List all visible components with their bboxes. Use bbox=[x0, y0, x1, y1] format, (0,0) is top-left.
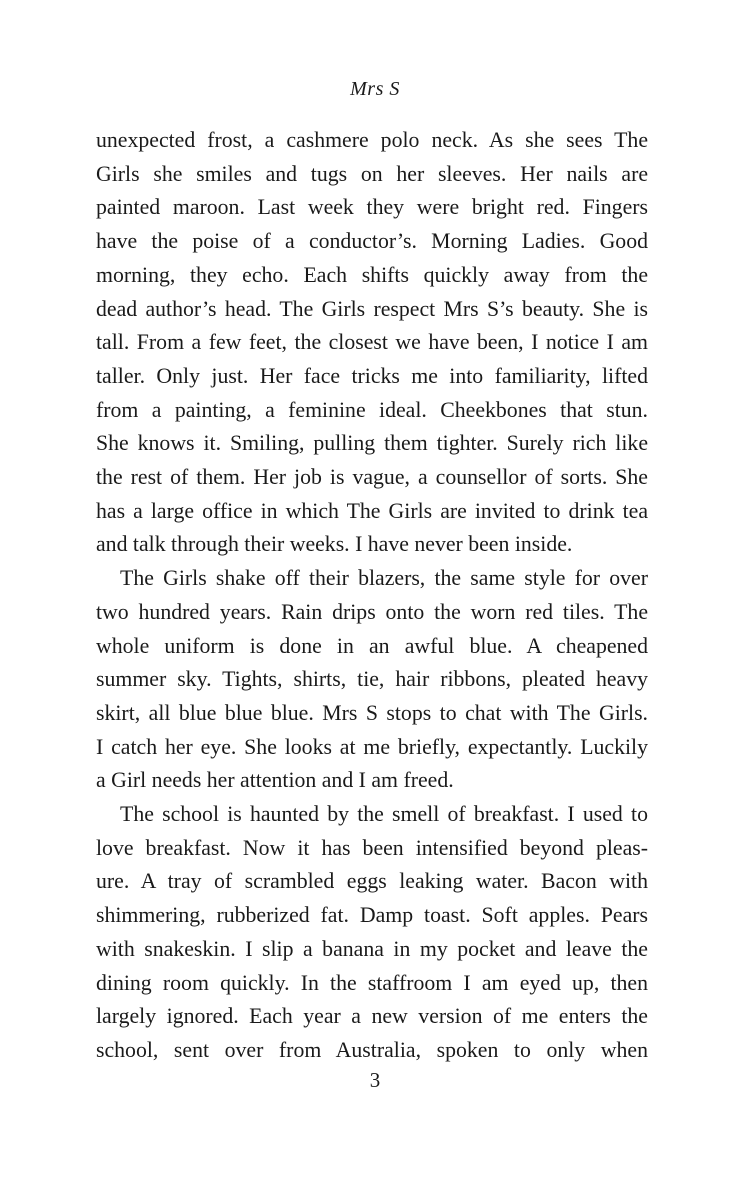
text-line: tall. From a few feet, the closest we have been, I notice I am bbox=[96, 330, 648, 355]
paragraph bbox=[96, 798, 648, 1068]
text-line: summer sky. Tights, shirts, tie, hair ribbons, pleated heavy bbox=[96, 667, 648, 692]
text-line: school, sent over from Australia, spoken to only when bbox=[96, 1037, 648, 1062]
text-line: unexpected frost, a cashmere polo neck. As she sees The bbox=[96, 128, 648, 152]
text-line: ure. A tray of scrambled eggs leaking water. Bacon with bbox=[96, 869, 648, 894]
text-line: She knows it. Smiling, pulling them tighter. Surely rich like bbox=[96, 431, 648, 456]
running-head: Mrs S bbox=[350, 78, 400, 100]
text-line: shimmering, rubberized fat. Damp toast. Soft apples. Pears bbox=[96, 903, 648, 928]
text-line: the rest of them. Her job is vague, a counsellor of sorts. She bbox=[96, 465, 648, 490]
paragraph bbox=[96, 124, 648, 562]
text-line: The Girls shake off their blazers, the same style for over bbox=[120, 566, 648, 591]
text-line: and talk through their weeks. I have never been inside. bbox=[96, 532, 573, 557]
page-number: 3 bbox=[369, 1068, 381, 1092]
text-line: taller. Only just. Her face tricks me into familiarity, lifted bbox=[96, 363, 648, 388]
text-line: love breakfast. Now it has been intensified beyond pleas- bbox=[96, 835, 648, 860]
text-line: painted maroon. Last week they were bright red. Fingers bbox=[96, 195, 648, 220]
paragraph bbox=[96, 562, 648, 798]
text-line: two hundred years. Rain drips onto the worn red tiles. The bbox=[96, 599, 648, 624]
text-line: whole uniform is done in an awful blue. A cheapened bbox=[96, 633, 648, 658]
text-line: has a large office in which The Girls are invited to drink tea bbox=[96, 498, 648, 523]
text-line: skirt, all blue blue blue. Mrs S stops to chat with The Girls. bbox=[96, 700, 648, 725]
text-line: The school is haunted by the smell of breakfast. I used to bbox=[120, 802, 648, 827]
text-line: dining room quickly. In the staffroom I am eyed up, then bbox=[96, 970, 648, 995]
text-line: have the poise of a conductor’s. Morning Ladies. Good bbox=[96, 229, 648, 254]
text-line: largely ignored. Each year a new version of me enters the bbox=[96, 1004, 648, 1029]
text-line: dead author’s head. The Girls respect Mrs S’s beauty. She is bbox=[96, 296, 648, 321]
text-line: Girls she smiles and tugs on her sleeves. Her nails are bbox=[96, 161, 648, 186]
text-line: morning, they echo. Each shifts quickly away from the bbox=[96, 262, 648, 287]
body-text bbox=[96, 124, 648, 1068]
text-line: from a painting, a feminine ideal. Cheekbones that stun. bbox=[96, 397, 648, 422]
text-line: I catch her eye. She looks at me briefly, expectantly. Luckily bbox=[96, 734, 648, 759]
text-line: a Girl needs her attention and I am freed. bbox=[96, 768, 454, 793]
text-line: with snakeskin. I slip a banana in my pocket and leave the bbox=[96, 936, 648, 961]
